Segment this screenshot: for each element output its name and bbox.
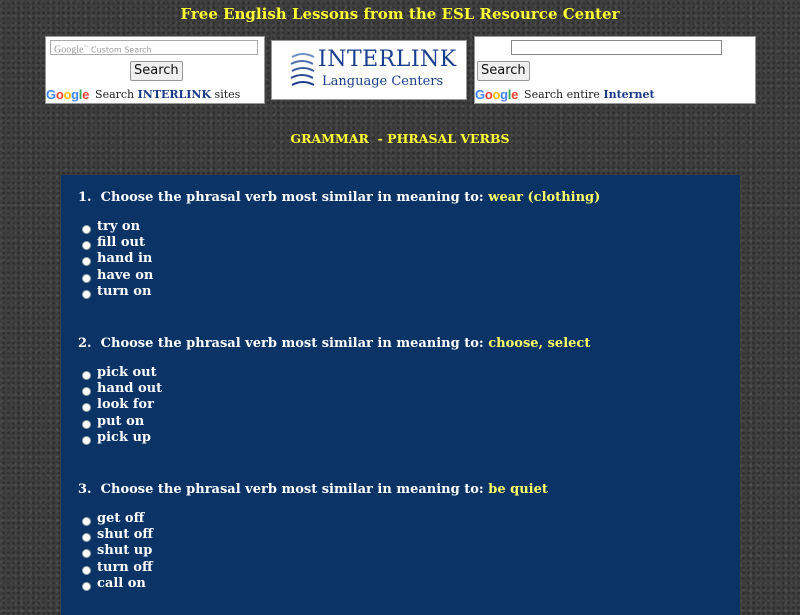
option-item[interactable] xyxy=(78,364,590,380)
radio-button[interactable] xyxy=(82,371,91,380)
option-label[interactable]: shut up xyxy=(97,543,153,559)
radio-button[interactable] xyxy=(82,241,91,250)
option-label[interactable]: look for xyxy=(97,397,154,413)
question-target: wear (clothing) xyxy=(488,190,601,205)
option-label[interactable]: call on xyxy=(97,576,146,592)
logo-name: INTERLINK xyxy=(318,47,457,72)
radio-button[interactable] xyxy=(82,436,91,445)
option-list xyxy=(78,510,548,592)
option-label[interactable]: pick up xyxy=(97,430,152,446)
internet-search-input[interactable] xyxy=(511,40,722,55)
caption-internet: Internet xyxy=(603,88,655,101)
section-title: GRAMMAR - PHRASAL VERBS xyxy=(290,131,510,146)
question-target: choose, select xyxy=(488,336,591,351)
question-1 xyxy=(78,190,600,300)
option-item[interactable] xyxy=(78,267,600,283)
placeholder-text: Custom Search xyxy=(91,45,152,55)
option-label[interactable]: shut off xyxy=(97,527,154,543)
internet-search-box xyxy=(474,36,756,104)
option-label[interactable]: pick out xyxy=(97,364,157,380)
google-logo-icon: Google xyxy=(46,87,90,102)
question-target: be quiet xyxy=(488,482,548,497)
question-text: 2. Choose the phrasal verb most similar in meaning to: choose, select xyxy=(78,336,591,351)
option-label[interactable]: hand out xyxy=(97,381,163,397)
question-2 xyxy=(78,336,590,446)
option-label[interactable]: turn off xyxy=(97,559,153,575)
option-label[interactable]: hand in xyxy=(97,251,153,267)
option-item[interactable] xyxy=(78,397,590,413)
radio-button[interactable] xyxy=(82,257,91,266)
option-label[interactable]: get off xyxy=(97,510,145,526)
google-logo-icon: Google xyxy=(475,87,519,102)
search-internet-caption xyxy=(475,87,655,102)
search-interlink-caption xyxy=(46,87,240,102)
interlink-swoosh-icon xyxy=(288,49,318,89)
radio-button[interactable] xyxy=(82,225,91,234)
site-title[interactable]: Free English Lessons from the ESL Resource Center xyxy=(180,5,620,23)
option-item[interactable] xyxy=(78,526,548,542)
quiz-panel xyxy=(61,175,740,615)
google-placeholder-logo: Google xyxy=(54,44,84,56)
radio-button[interactable] xyxy=(82,420,91,429)
option-item[interactable] xyxy=(78,234,600,250)
custom-search-input[interactable]: Google™ Custom Search xyxy=(50,40,258,55)
option-item[interactable] xyxy=(78,218,600,234)
question-text: 3. Choose the phrasal verb most similar in meaning to: be quiet xyxy=(78,482,548,497)
caption-prefix: Search xyxy=(95,88,138,101)
radio-button[interactable] xyxy=(82,582,91,591)
option-label[interactable]: put on xyxy=(97,413,145,429)
option-item[interactable] xyxy=(78,510,548,526)
option-label[interactable]: fill out xyxy=(97,235,145,251)
option-list xyxy=(78,218,600,300)
radio-button[interactable] xyxy=(82,290,91,299)
option-item[interactable] xyxy=(78,251,600,267)
option-list xyxy=(78,364,590,446)
option-item[interactable] xyxy=(78,559,548,575)
question-text: 1. Choose the phrasal verb most similar in meaning to: wear (clothing) xyxy=(78,190,601,205)
question-3 xyxy=(78,482,548,592)
option-label[interactable]: try on xyxy=(97,218,141,234)
option-item[interactable] xyxy=(78,430,590,446)
search-internet-button[interactable]: Search xyxy=(477,61,530,81)
option-label[interactable]: have on xyxy=(97,267,154,283)
radio-button[interactable] xyxy=(82,274,91,283)
radio-button[interactable] xyxy=(82,387,91,396)
option-label[interactable]: turn on xyxy=(97,284,152,300)
caption-interlink: INTERLINK xyxy=(137,88,212,101)
option-item[interactable] xyxy=(78,543,548,559)
search-interlink-button[interactable]: Search xyxy=(130,61,183,81)
caption-prefix: Search entire xyxy=(524,88,604,101)
radio-button[interactable] xyxy=(82,403,91,412)
option-item[interactable] xyxy=(78,576,548,592)
option-item[interactable] xyxy=(78,284,600,300)
option-item[interactable] xyxy=(78,413,590,429)
logo-subtitle: Language Centers xyxy=(322,74,444,89)
radio-button[interactable] xyxy=(82,549,91,558)
radio-button[interactable] xyxy=(82,566,91,575)
radio-button[interactable] xyxy=(82,517,91,526)
caption-suffix: sites xyxy=(211,88,241,101)
option-item[interactable] xyxy=(78,380,590,396)
interlink-logo[interactable] xyxy=(271,40,467,100)
interlink-search-box xyxy=(45,36,265,104)
radio-button[interactable] xyxy=(82,533,91,542)
